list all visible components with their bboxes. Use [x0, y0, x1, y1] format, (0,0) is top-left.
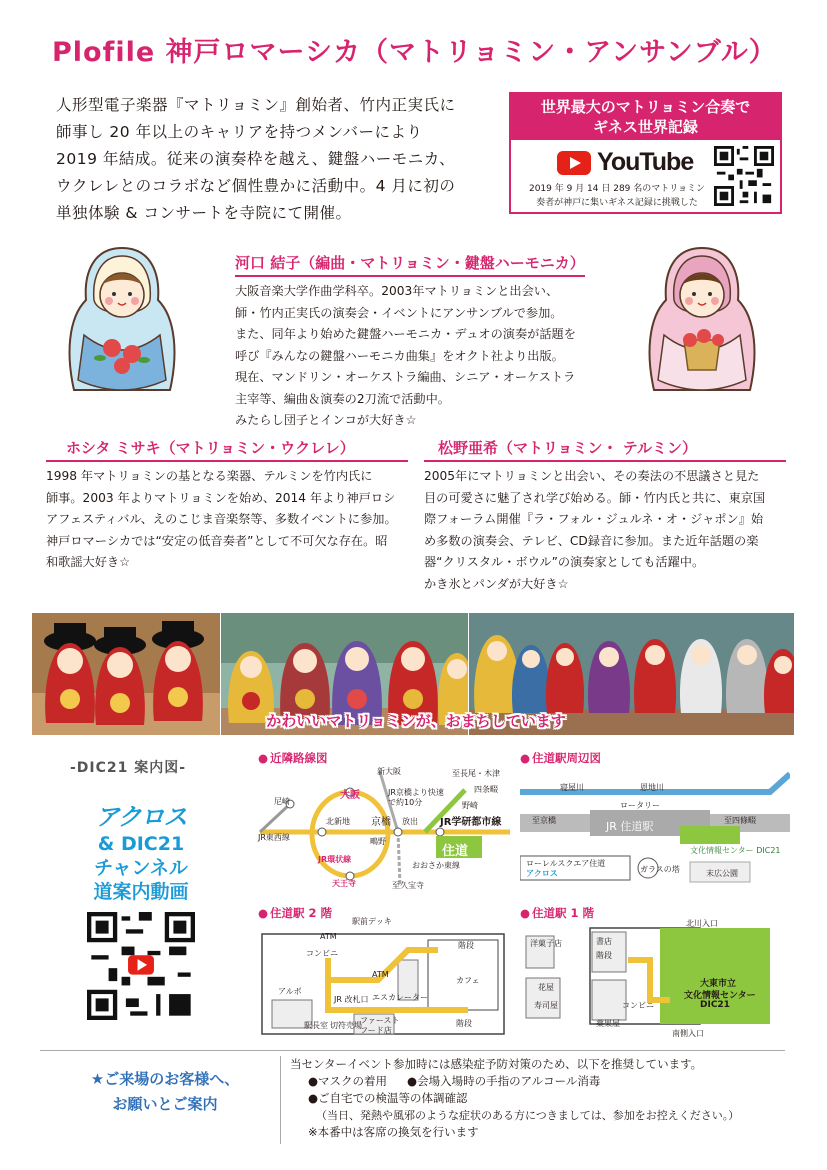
- route-label-kitashinchi: 北新地: [326, 817, 350, 826]
- bio-line: 目の可愛さに魅了され学び始める。師・竹内氏と共に、東京国: [424, 490, 766, 505]
- route-label-amagasaki: 尼崎: [274, 797, 290, 806]
- notice-item-alcohol: ●会場入場時の手指のアルコール消毒: [407, 1074, 601, 1088]
- matryoshka-pink-illustration: [642, 240, 762, 410]
- station-label-laurel: ローレルスクエア住道: [526, 859, 606, 868]
- member-name: 松野亜希（マトリョミン・ テルミン）: [424, 437, 786, 462]
- acros-logo: アクロス: [95, 804, 187, 831]
- notice-heading-line: お願いとご案内: [112, 1095, 218, 1113]
- floor2-label-cafe: カフェ: [456, 976, 480, 985]
- bio-line: 1998 年マトリョミンの基となる楽器、テルミンを竹内氏に: [46, 469, 373, 483]
- floor1-label-florist: 花屋: [538, 983, 554, 992]
- floor2-label-atm: ATM: [320, 932, 337, 941]
- floor2-label-fastfood: ファーストフード店: [360, 1016, 400, 1035]
- floor1-label-sweets: 洋菓子店: [530, 939, 562, 948]
- floor2-label-stairs: 階段: [458, 941, 474, 950]
- youtube-play-icon: [557, 151, 591, 175]
- station-label-to-shijonawate: 至四條畷: [724, 816, 756, 825]
- intro-line: 師事し 20 年以上のキャリアを持つメンバーにより: [56, 123, 423, 141]
- floor1-label-convenience: コンビニ: [622, 1001, 654, 1010]
- map-heading: -DIC21 案内図-: [70, 760, 187, 776]
- member-hoshita: [46, 437, 408, 574]
- station-label-glass-tower: ガラスの塔: [640, 865, 680, 874]
- bio-line: アフェスティバル、えのこじま音楽祭等、多数イベントに参加。: [46, 512, 397, 526]
- floor2-label-atm2: ATM: [372, 970, 389, 979]
- acros-video-block[interactable]: [82, 795, 200, 1033]
- bio-line: 2005年にマトリョミンと出会い、その奏法の不思議さと見た: [424, 469, 760, 483]
- station-label-suminodo: JR 住道駅: [606, 820, 654, 833]
- youtube-heading-line: ギネス世界記録: [593, 118, 698, 136]
- route-label-kyobashi: 京橋: [371, 817, 391, 828]
- bio-line: 師事。2003 年よりマトリョミンを始め、2014 年より神戸ロシ: [46, 490, 396, 505]
- matryoshka-blue-illustration: [62, 240, 182, 410]
- notice-row: [290, 1073, 760, 1090]
- route-label-nozaki: 野崎: [462, 801, 478, 810]
- route-label-gakken-line: JR学研都市線: [440, 817, 502, 828]
- floor2-label-escalator: エスカレーター: [372, 993, 428, 1002]
- floor1-label-stairs: 階段: [596, 951, 612, 960]
- youtube-box-heading: [511, 94, 780, 140]
- bottom-vertical-divider: [280, 1056, 281, 1144]
- member-name: ホシタ ミサキ（マトリョミン・ウクレレ）: [46, 437, 408, 462]
- route-label-suminodo: 住道: [442, 844, 469, 859]
- floor2-label-ticket-gate: JR 改札口: [334, 995, 369, 1004]
- bottom-divider: [40, 1050, 785, 1051]
- bio-line: め多数の演奏会、テレビ、CD録音に参加。また近年話題の楽: [424, 533, 759, 548]
- intro-text: [56, 92, 496, 227]
- acros-line: チャンネル: [94, 857, 188, 879]
- youtube-qr-code[interactable]: [714, 146, 774, 206]
- route-label-osaka-higashi: おおさか東線: [412, 861, 460, 870]
- youtube-note: [517, 182, 717, 210]
- intro-line: 単独体験 & コンサートを寺院にて開催。: [56, 204, 352, 222]
- route-label-shijonawate: 四条畷: [474, 785, 498, 794]
- floor2-label-ticket-office: 切符売場: [330, 1021, 362, 1030]
- route-label-tennoji: 天王寺: [332, 879, 356, 888]
- floor1-label-south-entrance: 南側入口: [672, 1029, 704, 1038]
- photo-caption: かわいいマトリョミンが、おまちしています: [266, 712, 566, 730]
- floor1-label-dic21: DIC21: [700, 1000, 730, 1010]
- route-label-rapid: JR京橋より快速で約10分: [388, 788, 444, 807]
- member-bio: [424, 466, 786, 595]
- acros-line: & DIC21: [97, 833, 185, 855]
- bio-line: 主宰等、編曲＆演奏の2刀流で活動中。: [235, 391, 450, 406]
- floor1-label-sushi: 寿司屋: [534, 1001, 558, 1010]
- bio-line: かき氷とパンダが大好き☆: [424, 576, 569, 591]
- acros-line: 道案内動画: [93, 881, 189, 903]
- station-label-dic21: 文化情報センター DIC21: [690, 846, 781, 855]
- station-label-rotary: ロータリー: [620, 801, 660, 810]
- bio-line: 和歌謡大好き☆: [46, 555, 131, 569]
- notice-item-ventilation: ※本番中は客席の換気を行います: [308, 1125, 479, 1139]
- youtube-note-line: 奏者が神戸に集いギネス記録に挑戦した: [536, 198, 698, 208]
- notice-heading: [60, 1067, 270, 1117]
- floor1-label-daito: 大東市立: [700, 979, 737, 989]
- floor1-label-greengrocer: 薬果屋: [596, 1019, 620, 1028]
- station-area-title: ● 住道駅周辺図: [520, 750, 601, 766]
- youtube-wordmark: YouTube: [597, 148, 694, 176]
- floor2-label-stationmaster: 駅長室: [304, 1021, 328, 1030]
- route-label-tozai: JR東西線: [258, 833, 290, 842]
- floor1-label-culture-center: 文化情報センター: [684, 991, 756, 1001]
- station-label-to-kyobashi: 至京橋: [532, 816, 556, 825]
- bio-line: 大阪音楽大学作曲学科卒。2003年マトリョミンと出会い、: [235, 284, 559, 298]
- intro-line: ウクレレとのコラボなど個性豊かに活動中。4 月に初の: [56, 177, 456, 195]
- youtube-guinness-box[interactable]: [509, 92, 782, 214]
- route-label-loop: JR環状線: [318, 855, 352, 864]
- floor2-label-arbo: アルボ: [278, 987, 302, 996]
- photo-matryoshka-hats: [32, 613, 220, 735]
- bio-line: 神戸ロマーシカでは“安定の低音奏者”として不可欠な存在。昭: [46, 533, 388, 548]
- station-label-acros: アクロス: [526, 869, 558, 878]
- route-map: [250, 764, 510, 894]
- member-name: 河口 結子（編曲・マトリョミン・鍵盤ハーモニカ）: [235, 252, 585, 277]
- route-map-title: ● 近隣路線図: [258, 750, 328, 766]
- floor1-label-bookstore: 書店: [596, 937, 612, 946]
- member-bio: [46, 466, 408, 574]
- member-kawaguchi: [235, 252, 585, 432]
- bio-line: 呼び『みんなの鍵盤ハーモニカ曲集』をオクト社より出版。: [235, 348, 564, 363]
- bio-line: 現在、マンドリン・オーケストラ編曲、シニア・オーケストラ: [235, 370, 576, 384]
- acros-qr-code[interactable]: [87, 912, 195, 1020]
- bio-line: 際フォーラム開催『ラ・フォル・ジュルネ・オ・ジャポン』始: [424, 512, 764, 526]
- route-label-shinosaka: 新大阪: [377, 767, 401, 776]
- youtube-note-line: 2019 年 9 月 14 日 289 名のマトリョミン: [528, 184, 706, 194]
- floor2-label-deck: 駅前デッキ: [352, 917, 392, 926]
- notice-item-temperature: ●ご自宅での検温等の体調確認: [308, 1091, 468, 1105]
- route-label-kyuhoji: 至久宝寺: [392, 881, 424, 890]
- floor2-label-convenience: コンビニ: [306, 949, 338, 958]
- bio-line: 器“クリスタル・ボウル”の演奏家としても活躍中。: [424, 555, 705, 569]
- bio-line: また、同年より始めた鍵盤ハーモニカ・デュオの演奏が話題を: [235, 327, 576, 341]
- station-label-onchigawa: 恩地川: [640, 783, 664, 792]
- bio-line: 師・竹内正実氏の演奏会・イベントにアンサンブルで参加。: [235, 305, 563, 320]
- notice-intro: 当センターイベント参加時には感染症予防対策のため、以下を推奨しています。: [290, 1057, 703, 1071]
- notice-item-mask: ●マスクの着用: [308, 1074, 388, 1088]
- route-label-osaka: 大阪: [340, 790, 360, 801]
- station-label-neyagawa: 寝屋川: [560, 783, 584, 792]
- station-label-suehiro-park: 末広公園: [706, 869, 738, 878]
- floor1-title: ● 住道駅 1 階: [520, 905, 594, 921]
- bio-line: みたらし団子とインコが大好き☆: [235, 413, 417, 427]
- notice-item-temperature-note: （当日、発熱や風邪のような症状のある方につきましては、参加をお控えください。）: [316, 1109, 740, 1122]
- floor2-title: ● 住道駅 2 階: [258, 905, 332, 921]
- intro-line: 2019 年結成。従来の演奏枠を越え、鍵盤ハーモニカ、: [56, 150, 456, 168]
- member-matsuno: [424, 437, 786, 595]
- member-bio: [235, 281, 605, 432]
- youtube-heading-line: 世界最大のマトリョミン合奏で: [540, 98, 751, 116]
- notice-heading-line: ★ご来場のお客様へ、: [90, 1070, 240, 1088]
- intro-line: 人形型電子楽器『マトリョミン』創始者、竹内正実氏に: [56, 96, 456, 114]
- youtube-logo[interactable]: [557, 148, 693, 177]
- route-label-hanaten: 放出: [402, 817, 418, 826]
- route-label-shigino: 鴫野: [370, 837, 386, 846]
- floor2-label-stairs2: 階段: [456, 1019, 472, 1028]
- route-label-nagao: 至長尾・木津: [452, 769, 500, 778]
- page-title: Plofile 神戸ロマーシカ（マトリョミン・アンサンブル）: [52, 37, 777, 68]
- floor1-label-north-entrance: 北川入口: [686, 919, 718, 928]
- notice-body: [290, 1056, 760, 1141]
